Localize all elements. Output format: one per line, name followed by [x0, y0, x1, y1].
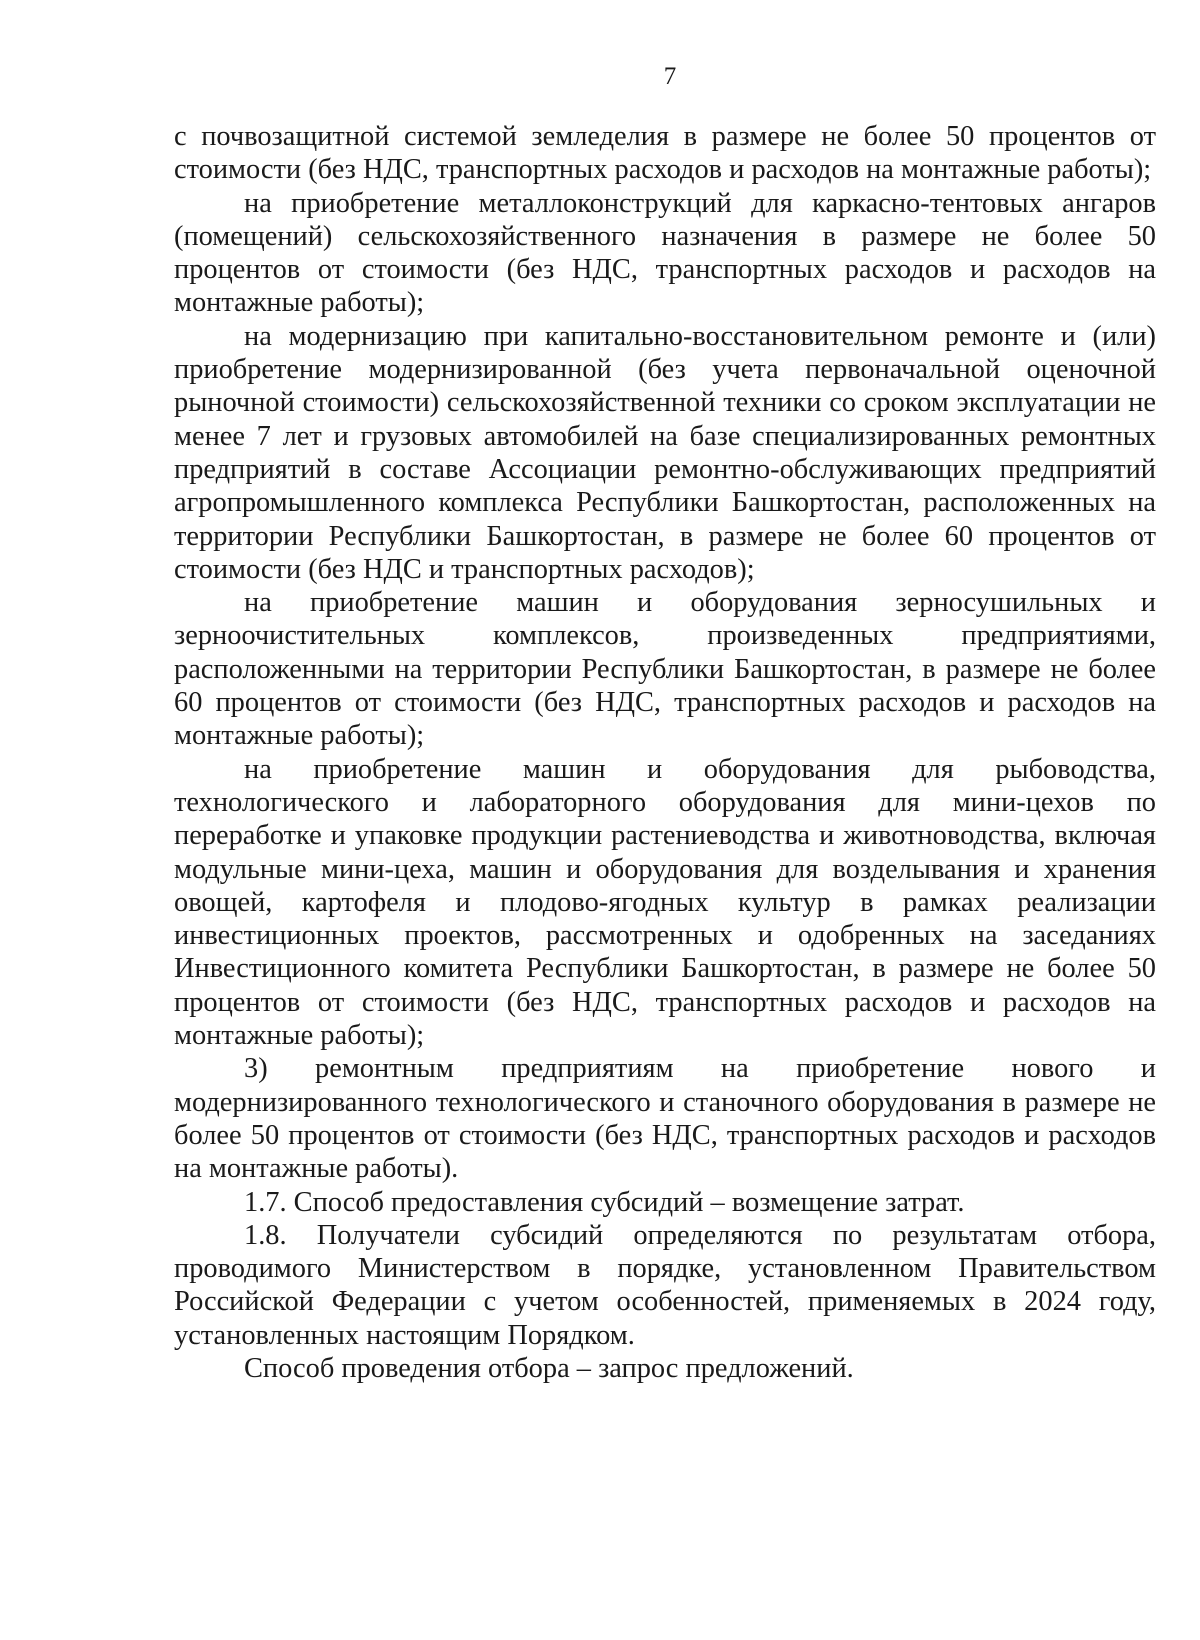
- paragraph-repair-enterprises: 3) ремонтным предприятиям на приобретение нового и модернизированного технологического и станочного оборудования в размере не более 50 процентов от стоимости (без НДС, транспортных расходов и расходов на монтажные работы).: [174, 1053, 1156, 1185]
- paragraph-modernization: на модернизацию при капитально-восстановительном ремонте и (или) приобретение модернизированной (без учета первоначальной оценочной рыночной стоимости) сельскохозяйственной техники со сроком эксплуатации не менее 7 лет и грузовых автомобилей на базе специализированных ремонтных предприятий в составе Ассоциации ремонтно-обслуживающих предприятий агропромышленного комплекса Республики Башкортостан, расположенных на территории Республики Башкортостан, в размере не более 60 процентов от стоимости (без НДС и транспортных расходов);: [174, 320, 1156, 585]
- paragraph-1-7: 1.7. Способ предоставления субсидий – возмещение затрат.: [244, 1186, 965, 1218]
- page-number: 7: [663, 63, 677, 90]
- document-body: [174, 120, 1156, 1385]
- paragraph-metal-structures: на приобретение металлоконструкций для каркасно-тентовых ангаров (помещений) сельскохозяйственного назначения в размере не более 50 процентов от стоимости (без НДС, транспортных расходов и расходов на монтажные работы);: [174, 187, 1156, 319]
- paragraph-selection-method: Способ проведения отбора – запрос предложений.: [244, 1352, 854, 1384]
- paragraph-1-8: 1.8. Получатели субсидий определяются по результатам отбора, проводимого Министерством в порядке, установленном Правительством Российской Федерации с учетом особенностей, применяемых в 2024 году, установленных настоящим Порядком.: [174, 1219, 1156, 1351]
- paragraph-continuation: с почвозащитной системой земледелия в размере не более 50 процентов от стоимости (без НДС, транспортных расходов и расходов на монтажные работы);: [174, 121, 1156, 186]
- paragraph-grain-drying: на приобретение машин и оборудования зерносушильных и зерноочистительных комплексов, произведенных предприятиями, расположенными на территории Республики Башкортостан, в размере не более 60 процентов от стоимости (без НДС, транспортных расходов и расходов на монтажные работы);: [174, 587, 1156, 752]
- paragraph-fish-farming: на приобретение машин и оборудования для рыбоводства, технологического и лабораторного оборудования для мини-цехов по переработке и упаковке продукции растениеводства и животноводства, включая модульные мини-цеха, машин и оборудования для возделывания и хранения овощей, картофеля и плодово-ягодных культур в рамках реализации инвестиционных проектов, рассмотренных и одобренных на заседаниях Инвестиционного комитета Республики Башкортостан, в размере не более 50 процентов от стоимости (без НДС, транспортных расходов и расходов на монтажные работы);: [174, 753, 1156, 1052]
